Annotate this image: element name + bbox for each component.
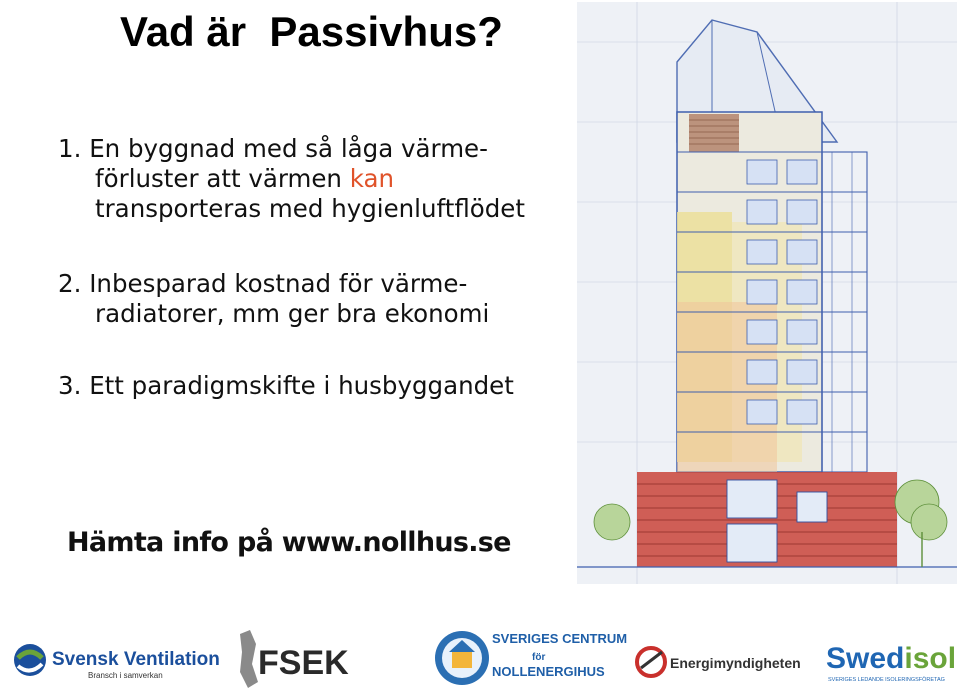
swedisol-name-b: isol: [904, 642, 957, 675]
point-2-number: 2.: [58, 269, 82, 298]
energimyndigheten-name: Energimyndigheten: [670, 655, 801, 671]
point-2-line-1: [58, 269, 489, 299]
slide-title: Vad är Passivhus?: [120, 8, 503, 55]
centrum-line-3: NOLLENERGIHUS: [492, 664, 605, 679]
point-1: [58, 134, 525, 224]
svensk-ventilation-logo: [14, 644, 220, 680]
point-1-text-2a: förluster att värmen: [95, 164, 350, 193]
nollenergihus-centrum-logo: [435, 631, 627, 685]
svensk-ventilation-tagline: Bransch i samverkan: [88, 671, 163, 680]
info-link-text: Hämta info på www.nollhus.se: [67, 527, 511, 558]
point-3-number: 3.: [58, 371, 82, 400]
point-3-text: Ett paradigmskifte i husbyggandet: [89, 371, 514, 400]
point-2: [58, 269, 489, 329]
point-2-text: Inbesparad kostnad för värme-: [89, 269, 468, 298]
sponsor-logos: [0, 622, 960, 692]
swedisol-tagline: SVERIGES LEDANDE ISOLERINGSFÖRETAG: [828, 677, 945, 683]
swedisol-logo: [826, 642, 956, 683]
point-1-line-3: transporteras med hygienluftflödet: [95, 194, 525, 223]
swedisol-name-a: Swed: [826, 642, 905, 675]
point-1-number: 1.: [58, 134, 82, 163]
building-sketch-image: [577, 2, 957, 584]
point-2-line-2: radiatorer, mm ger bra ekonomi: [95, 299, 490, 328]
fsek-name: FSEK: [258, 644, 349, 682]
point-1-line-1: [58, 134, 525, 164]
svg-text:Swedisol: [826, 642, 956, 675]
fsek-logo: [240, 630, 349, 688]
point-3-line-1: [58, 371, 514, 401]
energimyndigheten-logo: [637, 648, 801, 676]
centrum-line-2: för: [532, 652, 546, 663]
point-1-line-2: [58, 164, 525, 194]
centrum-line-1: SVERIGES CENTRUM: [492, 631, 628, 646]
point-1-text: En byggnad med så låga värme-: [89, 134, 488, 163]
svensk-ventilation-name: Svensk Ventilation: [52, 649, 220, 670]
point-3: [58, 371, 514, 401]
point-1-highlight: kan: [349, 164, 395, 193]
